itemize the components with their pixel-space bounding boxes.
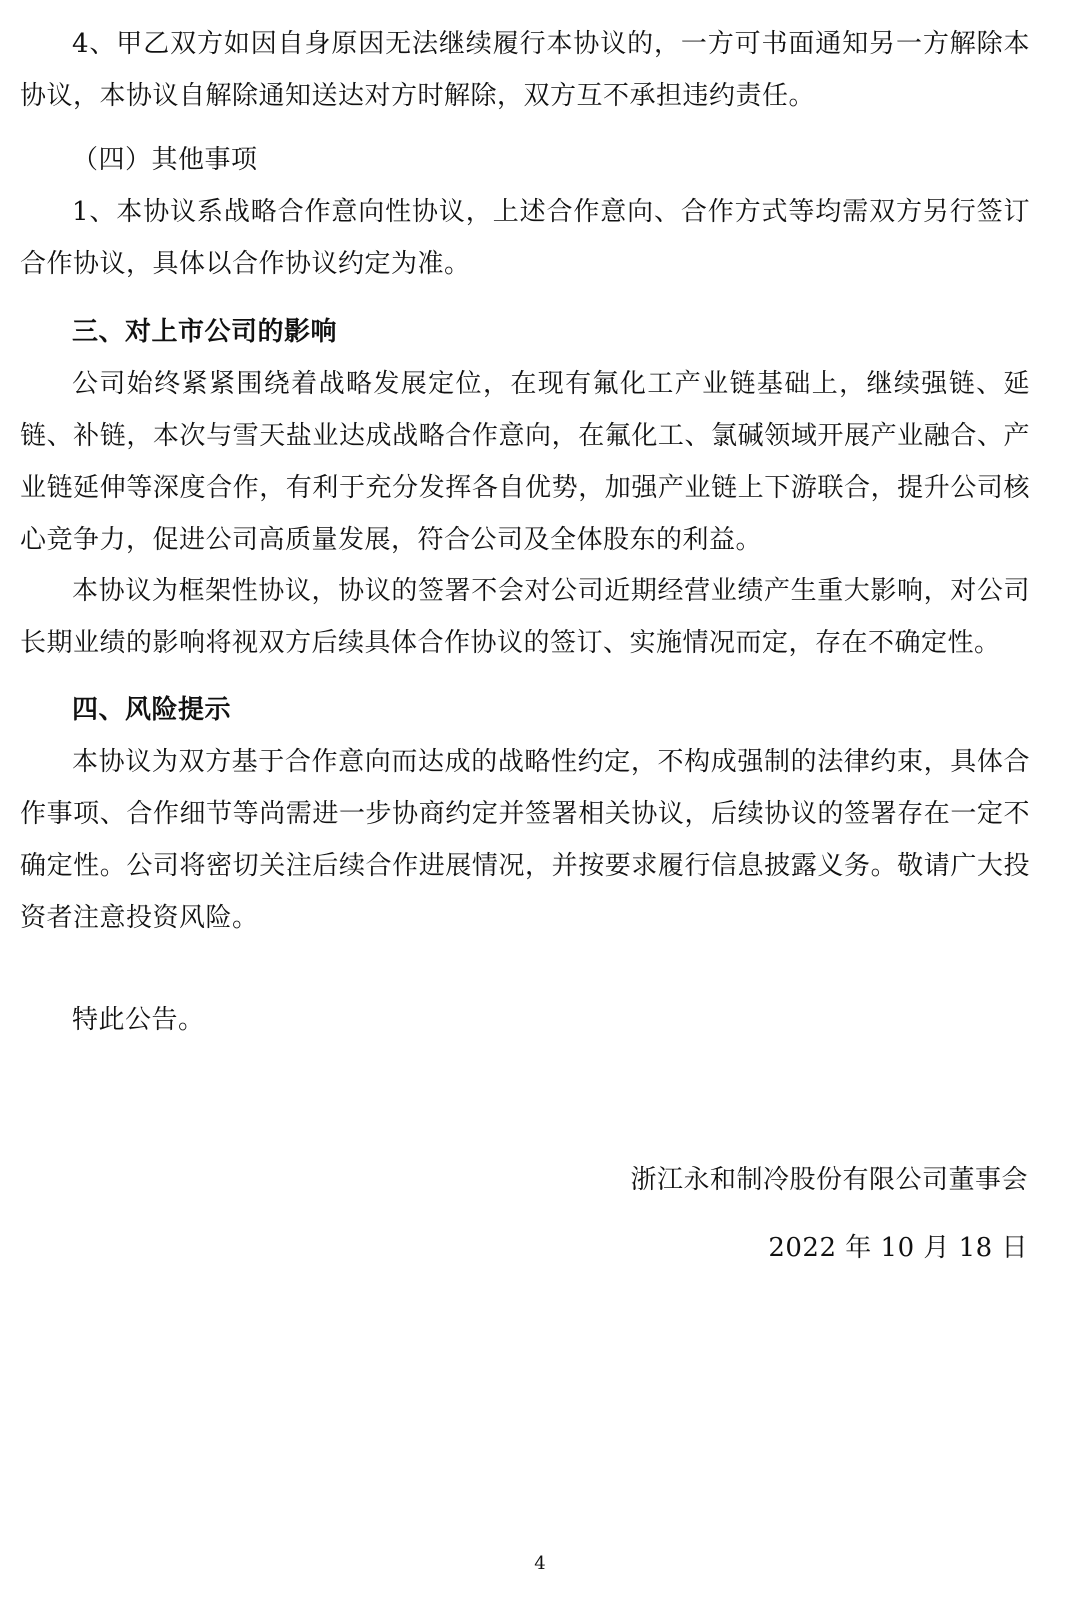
paragraph-impact-1: 公司始终紧紧围绕着战略发展定位，在现有氟化工产业链基础上，继续强链、延链、补链，本次与雪天盐业达成战略合作意向，在氟化工、氯碱领域开展产业融合、产业链延伸等深度合作，有利于充分发挥各自优势，加强产业链上下游联合，提升公司核心竞争力，促进公司高质量发展，符合公司及全体股东的利益。 (20, 369, 1030, 555)
heading-impact-on-company: 三、对上市公司的影响 (72, 317, 338, 347)
paragraph-other-matters-1: 1、本协议系战略合作意向性协议，上述合作意向、合作方式等均需双方另行签订合作协议，具体以合作协议约定为准。 (20, 197, 1030, 279)
page-number: 4 (534, 1553, 546, 1574)
paragraph-risk-1: 本协议为双方基于合作意向而达成的战略性约定，不构成强制的法律约束，具体合作事项、合作细节等尚需进一步协商约定并签署相关协议，后续协议的签署存在一定不确定性。公司将密切关注后续合作进展情况，并按要求履行信息披露义务。敬请广大投资者注意投资风险。 (20, 747, 1030, 933)
announcement-date: 2022 年 10 月 18 日 (768, 1233, 1028, 1263)
signatory-board: 浙江永和制冷股份有限公司董事会 (630, 1165, 1028, 1195)
heading-risk-warning: 四、风险提示 (72, 695, 232, 725)
paragraph-termination-clause: 4、甲乙双方如因自身原因无法继续履行本协议的，一方可书面通知另一方解除本协议，本协议自解除通知送达对方时解除，双方互不承担违约责任。 (20, 29, 1030, 111)
closing-statement: 特此公告。 (72, 1005, 205, 1035)
subheading-other-matters: （四）其他事项 (72, 145, 258, 175)
paragraph-impact-2: 本协议为框架性协议，协议的签署不会对公司近期经营业绩产生重大影响，对公司长期业绩的影响将视双方后续具体合作协议的签订、实施情况而定，存在不确定性。 (20, 576, 1030, 658)
